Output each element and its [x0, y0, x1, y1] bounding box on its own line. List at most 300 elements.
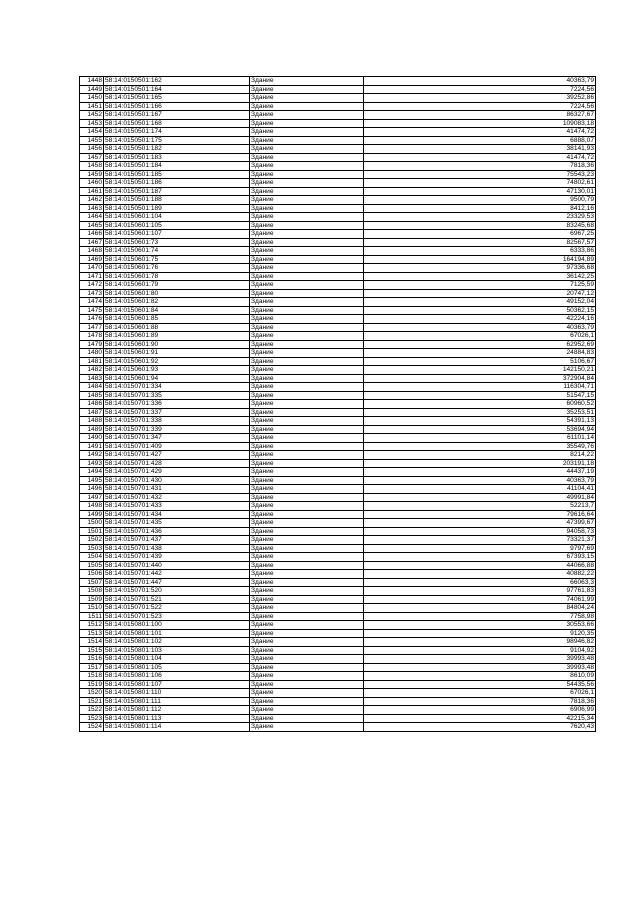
row-number-cell: 1521 — [80, 697, 104, 706]
object-type-cell: Здание — [250, 119, 364, 128]
table-row — [80, 425, 596, 434]
cadastral-number-cell: 58:14:0150701:521 — [104, 595, 250, 604]
row-number-cell: 1494 — [80, 468, 104, 477]
row-number-cell: 1489 — [80, 425, 104, 434]
row-number-cell: 1519 — [80, 680, 104, 689]
cadastral-value-cell: 84804,24 — [364, 604, 596, 613]
object-type-cell: Здание — [250, 281, 364, 290]
row-number-cell: 1508 — [80, 587, 104, 596]
cadastral-value-cell: 97336,68 — [364, 264, 596, 273]
cadastral-value-cell: 7758,98 — [364, 612, 596, 621]
object-type-cell: Здание — [250, 723, 364, 732]
table-row — [80, 213, 596, 222]
object-type-cell: Здание — [250, 468, 364, 477]
object-type-cell: Здание — [250, 357, 364, 366]
cadastral-value-cell: 54435,56 — [364, 680, 596, 689]
row-number-cell: 1451 — [80, 102, 104, 111]
object-type-cell: Здание — [250, 502, 364, 511]
cadastral-number-cell: 58:14:0150501:184 — [104, 162, 250, 171]
cadastral-value-cell: 203191,18 — [364, 459, 596, 468]
object-type-cell: Здание — [250, 179, 364, 188]
table-row — [80, 663, 596, 672]
table-row — [80, 544, 596, 553]
cadastral-value-cell: 74061,99 — [364, 595, 596, 604]
object-type-cell: Здание — [250, 77, 364, 86]
table-row — [80, 136, 596, 145]
row-number-cell: 1497 — [80, 493, 104, 502]
table-row — [80, 289, 596, 298]
table-row — [80, 247, 596, 256]
row-number-cell: 1472 — [80, 281, 104, 290]
cadastral-value-cell: 7224,56 — [364, 102, 596, 111]
cadastral-number-cell: 58:14:0150701:409 — [104, 442, 250, 451]
object-type-cell: Здание — [250, 459, 364, 468]
table-row — [80, 162, 596, 171]
cadastral-value-cell: 164194,89 — [364, 255, 596, 264]
row-number-cell: 1461 — [80, 187, 104, 196]
cadastral-number-cell: 58:14:0150601:91 — [104, 349, 250, 358]
object-type-cell: Здание — [250, 536, 364, 545]
cadastral-number-cell: 58:14:0150701:336 — [104, 400, 250, 409]
table-row — [80, 485, 596, 494]
table-row — [80, 255, 596, 264]
row-number-cell: 1458 — [80, 162, 104, 171]
row-number-cell: 1503 — [80, 544, 104, 553]
object-type-cell: Здание — [250, 264, 364, 273]
object-type-cell: Здание — [250, 578, 364, 587]
cadastral-number-cell: 58:14:0150501:174 — [104, 128, 250, 137]
object-type-cell: Здание — [250, 400, 364, 409]
cadastral-value-cell: 41104,41 — [364, 485, 596, 494]
object-type-cell: Здание — [250, 255, 364, 264]
cadastral-value-cell: 75543,23 — [364, 170, 596, 179]
cadastral-value-cell: 54391,13 — [364, 417, 596, 426]
cadastral-number-cell: 58:14:0150801:106 — [104, 672, 250, 681]
table-row — [80, 459, 596, 468]
cadastral-value-cell: 86327,67 — [364, 111, 596, 120]
cadastral-number-cell: 58:14:0150601:84 — [104, 306, 250, 315]
table-row — [80, 272, 596, 281]
cadastral-number-cell: 58:14:0150701:523 — [104, 612, 250, 621]
object-type-cell: Здание — [250, 238, 364, 247]
cadastral-number-cell: 58:14:0150501:166 — [104, 102, 250, 111]
cadastral-value-cell: 116304,71 — [364, 383, 596, 392]
cadastral-number-cell: 58:14:0150801:101 — [104, 629, 250, 638]
cadastral-number-cell: 58:14:0150701:429 — [104, 468, 250, 477]
cadastral-value-cell: 94058,73 — [364, 527, 596, 536]
cadastral-number-cell: 58:14:0150601:88 — [104, 323, 250, 332]
row-number-cell: 1492 — [80, 451, 104, 460]
row-number-cell: 1452 — [80, 111, 104, 120]
table-row — [80, 451, 596, 460]
cadastral-value-cell: 51547,15 — [364, 391, 596, 400]
cadastral-value-cell: 39993,48 — [364, 655, 596, 664]
cadastral-value-cell: 47399,67 — [364, 519, 596, 528]
cadastral-number-cell: 58:14:0150801:103 — [104, 646, 250, 655]
object-type-cell: Здание — [250, 136, 364, 145]
cadastral-value-cell: 8610,09 — [364, 672, 596, 681]
row-number-cell: 1523 — [80, 714, 104, 723]
row-number-cell: 1480 — [80, 349, 104, 358]
object-type-cell: Здание — [250, 714, 364, 723]
cadastral-value-cell: 82567,57 — [364, 238, 596, 247]
cadastral-value-cell: 30553,66 — [364, 621, 596, 630]
cadastral-value-cell: 109083,18 — [364, 119, 596, 128]
cadastral-value-cell: 8214,22 — [364, 451, 596, 460]
table-row — [80, 646, 596, 655]
object-type-cell: Здание — [250, 553, 364, 562]
registry-table-body — [80, 77, 596, 732]
table-row — [80, 374, 596, 383]
table-row — [80, 391, 596, 400]
table-row — [80, 196, 596, 205]
object-type-cell: Здание — [250, 85, 364, 94]
cadastral-number-cell: 58:14:0150601:79 — [104, 281, 250, 290]
row-number-cell: 1460 — [80, 179, 104, 188]
object-type-cell: Здание — [250, 374, 364, 383]
table-row — [80, 77, 596, 86]
cadastral-value-cell: 50362,15 — [364, 306, 596, 315]
row-number-cell: 1448 — [80, 77, 104, 86]
cadastral-value-cell: 61101,14 — [364, 434, 596, 443]
row-number-cell: 1487 — [80, 408, 104, 417]
table-row — [80, 366, 596, 375]
object-type-cell: Здание — [250, 170, 364, 179]
row-number-cell: 1498 — [80, 502, 104, 511]
table-row — [80, 400, 596, 409]
cadastral-value-cell: 7224,56 — [364, 85, 596, 94]
object-type-cell: Здание — [250, 612, 364, 621]
cadastral-value-cell: 40882,22 — [364, 570, 596, 579]
cadastral-value-cell: 7620,43 — [364, 723, 596, 732]
cadastral-number-cell: 58:14:0150601:82 — [104, 298, 250, 307]
object-type-cell: Здание — [250, 111, 364, 120]
row-number-cell: 1510 — [80, 604, 104, 613]
cadastral-value-cell: 49152,04 — [364, 298, 596, 307]
cadastral-value-cell: 372904,84 — [364, 374, 596, 383]
row-number-cell: 1514 — [80, 638, 104, 647]
cadastral-number-cell: 58:14:0150701:440 — [104, 561, 250, 570]
cadastral-number-cell: 58:14:0150701:338 — [104, 417, 250, 426]
cadastral-value-cell: 83245,68 — [364, 221, 596, 230]
object-type-cell: Здание — [250, 476, 364, 485]
object-type-cell: Здание — [250, 272, 364, 281]
cadastral-number-cell: 58:14:0150601:73 — [104, 238, 250, 247]
table-row — [80, 655, 596, 664]
object-type-cell: Здание — [250, 196, 364, 205]
cadastral-value-cell: 49991,84 — [364, 493, 596, 502]
table-row — [80, 578, 596, 587]
table-row — [80, 349, 596, 358]
row-number-cell: 1488 — [80, 417, 104, 426]
cadastral-number-cell: 58:14:0150801:110 — [104, 689, 250, 698]
row-number-cell: 1476 — [80, 315, 104, 324]
cadastral-value-cell: 35253,51 — [364, 408, 596, 417]
cadastral-value-cell: 5106,67 — [364, 357, 596, 366]
table-row — [80, 230, 596, 239]
cadastral-number-cell: 58:14:0150801:104 — [104, 655, 250, 664]
row-number-cell: 1505 — [80, 561, 104, 570]
object-type-cell: Здание — [250, 621, 364, 630]
table-row — [80, 315, 596, 324]
cadastral-number-cell: 58:14:0150701:436 — [104, 527, 250, 536]
table-row — [80, 221, 596, 230]
cadastral-value-cell: 73321,37 — [364, 536, 596, 545]
object-type-cell: Здание — [250, 247, 364, 256]
cadastral-value-cell: 40363,79 — [364, 77, 596, 86]
cadastral-number-cell: 58:14:0150501:168 — [104, 119, 250, 128]
object-type-cell: Здание — [250, 332, 364, 341]
object-type-cell: Здание — [250, 672, 364, 681]
cadastral-value-cell: 98946,82 — [364, 638, 596, 647]
cadastral-number-cell: 58:14:0150701:430 — [104, 476, 250, 485]
object-type-cell: Здание — [250, 230, 364, 239]
table-row — [80, 723, 596, 732]
cadastral-value-cell: 39252,86 — [364, 94, 596, 103]
table-row — [80, 714, 596, 723]
cadastral-value-cell: 60960,52 — [364, 400, 596, 409]
object-type-cell: Здание — [250, 544, 364, 553]
object-type-cell: Здание — [250, 587, 364, 596]
cadastral-number-cell: 58:14:0150701:347 — [104, 434, 250, 443]
row-number-cell: 1499 — [80, 510, 104, 519]
cadastral-number-cell: 58:14:0150801:107 — [104, 680, 250, 689]
cadastral-number-cell: 58:14:0150501:186 — [104, 179, 250, 188]
table-row — [80, 306, 596, 315]
table-row — [80, 468, 596, 477]
cadastral-value-cell: 74802,61 — [364, 179, 596, 188]
row-number-cell: 1493 — [80, 459, 104, 468]
cadastral-number-cell: 58:14:0150701:337 — [104, 408, 250, 417]
cadastral-number-cell: 58:14:0150801:102 — [104, 638, 250, 647]
cadastral-number-cell: 58:14:0150601:90 — [104, 340, 250, 349]
cadastral-number-cell: 58:14:0150701:431 — [104, 485, 250, 494]
row-number-cell: 1468 — [80, 247, 104, 256]
object-type-cell: Здание — [250, 604, 364, 613]
table-row — [80, 179, 596, 188]
table-row — [80, 102, 596, 111]
cadastral-number-cell: 58:14:0150701:334 — [104, 383, 250, 392]
table-row — [80, 442, 596, 451]
object-type-cell: Здание — [250, 204, 364, 213]
row-number-cell: 1473 — [80, 289, 104, 298]
table-row — [80, 383, 596, 392]
cadastral-value-cell: 42215,34 — [364, 714, 596, 723]
cadastral-number-cell: 58:14:0150801:112 — [104, 706, 250, 715]
table-row — [80, 204, 596, 213]
cadastral-number-cell: 58:14:0150601:80 — [104, 289, 250, 298]
cadastral-value-cell: 44437,19 — [364, 468, 596, 477]
object-type-cell: Здание — [250, 706, 364, 715]
row-number-cell: 1475 — [80, 306, 104, 315]
object-type-cell: Здание — [250, 162, 364, 171]
cadastral-number-cell: 58:14:0150501:167 — [104, 111, 250, 120]
object-type-cell: Здание — [250, 298, 364, 307]
cadastral-number-cell: 58:14:0150701:435 — [104, 519, 250, 528]
cadastral-number-cell: 58:14:0150701:433 — [104, 502, 250, 511]
row-number-cell: 1469 — [80, 255, 104, 264]
cadastral-value-cell: 35549,76 — [364, 442, 596, 451]
row-number-cell: 1463 — [80, 204, 104, 213]
object-type-cell: Здание — [250, 323, 364, 332]
row-number-cell: 1474 — [80, 298, 104, 307]
table-row — [80, 638, 596, 647]
object-type-cell: Здание — [250, 663, 364, 672]
row-number-cell: 1513 — [80, 629, 104, 638]
row-number-cell: 1483 — [80, 374, 104, 383]
cadastral-number-cell: 58:14:0150601:78 — [104, 272, 250, 281]
table-row — [80, 417, 596, 426]
cadastral-value-cell: 6906,99 — [364, 706, 596, 715]
table-row — [80, 119, 596, 128]
row-number-cell: 1454 — [80, 128, 104, 137]
cadastral-number-cell: 58:14:0150501:164 — [104, 85, 250, 94]
object-type-cell: Здание — [250, 646, 364, 655]
row-number-cell: 1462 — [80, 196, 104, 205]
row-number-cell: 1495 — [80, 476, 104, 485]
table-row — [80, 332, 596, 341]
table-row — [80, 170, 596, 179]
object-type-cell: Здание — [250, 153, 364, 162]
table-row — [80, 697, 596, 706]
cadastral-value-cell: 79616,64 — [364, 510, 596, 519]
table-row — [80, 323, 596, 332]
table-row — [80, 357, 596, 366]
row-number-cell: 1502 — [80, 536, 104, 545]
row-number-cell: 1507 — [80, 578, 104, 587]
registry-table — [79, 76, 596, 732]
row-number-cell: 1482 — [80, 366, 104, 375]
table-row — [80, 408, 596, 417]
row-number-cell: 1453 — [80, 119, 104, 128]
object-type-cell: Здание — [250, 451, 364, 460]
cadastral-value-cell: 9104,92 — [364, 646, 596, 655]
cadastral-number-cell: 58:14:0150501:182 — [104, 145, 250, 154]
cadastral-number-cell: 58:14:0150601:92 — [104, 357, 250, 366]
cadastral-value-cell: 7818,36 — [364, 697, 596, 706]
object-type-cell: Здание — [250, 306, 364, 315]
table-row — [80, 476, 596, 485]
table-row — [80, 94, 596, 103]
row-number-cell: 1491 — [80, 442, 104, 451]
table-row — [80, 111, 596, 120]
cadastral-number-cell: 58:14:0150601:93 — [104, 366, 250, 375]
cadastral-number-cell: 58:14:0150801:114 — [104, 723, 250, 732]
table-row — [80, 706, 596, 715]
row-number-cell: 1478 — [80, 332, 104, 341]
object-type-cell: Здание — [250, 340, 364, 349]
table-row — [80, 519, 596, 528]
row-number-cell: 1477 — [80, 323, 104, 332]
object-type-cell: Здание — [250, 510, 364, 519]
cadastral-value-cell: 6967,25 — [364, 230, 596, 239]
object-type-cell: Здание — [250, 349, 364, 358]
table-row — [80, 340, 596, 349]
object-type-cell: Здание — [250, 221, 364, 230]
cadastral-number-cell: 58:14:0150601:74 — [104, 247, 250, 256]
object-type-cell: Здание — [250, 485, 364, 494]
cadastral-value-cell: 142150,21 — [364, 366, 596, 375]
table-row — [80, 553, 596, 562]
cadastral-number-cell: 58:14:0150801:113 — [104, 714, 250, 723]
cadastral-value-cell: 20747,12 — [364, 289, 596, 298]
object-type-cell: Здание — [250, 145, 364, 154]
row-number-cell: 1509 — [80, 595, 104, 604]
row-number-cell: 1471 — [80, 272, 104, 281]
cadastral-value-cell: 41474,72 — [364, 128, 596, 137]
object-type-cell: Здание — [250, 128, 364, 137]
cadastral-number-cell: 58:14:0150501:187 — [104, 187, 250, 196]
row-number-cell: 1466 — [80, 230, 104, 239]
table-row — [80, 672, 596, 681]
row-number-cell: 1467 — [80, 238, 104, 247]
table-row — [80, 604, 596, 613]
cadastral-number-cell: 58:14:0150601:104 — [104, 213, 250, 222]
object-type-cell: Здание — [250, 391, 364, 400]
row-number-cell: 1515 — [80, 646, 104, 655]
cadastral-value-cell: 67026,1 — [364, 689, 596, 698]
object-type-cell: Здание — [250, 561, 364, 570]
cadastral-number-cell: 58:14:0150701:439 — [104, 553, 250, 562]
table-row — [80, 680, 596, 689]
table-row — [80, 264, 596, 273]
cadastral-number-cell: 58:14:0150701:520 — [104, 587, 250, 596]
table-row — [80, 621, 596, 630]
object-type-cell: Здание — [250, 629, 364, 638]
object-type-cell: Здание — [250, 315, 364, 324]
table-row — [80, 281, 596, 290]
cadastral-number-cell: 58:14:0150601:85 — [104, 315, 250, 324]
cadastral-number-cell: 58:14:0150601:76 — [104, 264, 250, 273]
object-type-cell: Здание — [250, 383, 364, 392]
row-number-cell: 1479 — [80, 340, 104, 349]
object-type-cell: Здание — [250, 187, 364, 196]
row-number-cell: 1517 — [80, 663, 104, 672]
object-type-cell: Здание — [250, 689, 364, 698]
object-type-cell: Здание — [250, 595, 364, 604]
row-number-cell: 1449 — [80, 85, 104, 94]
table-row — [80, 145, 596, 154]
object-type-cell: Здание — [250, 697, 364, 706]
row-number-cell: 1481 — [80, 357, 104, 366]
cadastral-number-cell: 58:14:0150701:339 — [104, 425, 250, 434]
cadastral-number-cell: 58:14:0150801:100 — [104, 621, 250, 630]
table-row — [80, 587, 596, 596]
object-type-cell: Здание — [250, 638, 364, 647]
table-row — [80, 502, 596, 511]
table-row — [80, 595, 596, 604]
row-number-cell: 1496 — [80, 485, 104, 494]
row-number-cell: 1486 — [80, 400, 104, 409]
table-row — [80, 128, 596, 137]
cadastral-value-cell: 40363,79 — [364, 476, 596, 485]
object-type-cell: Здание — [250, 570, 364, 579]
cadastral-number-cell: 58:14:0150501:165 — [104, 94, 250, 103]
cadastral-number-cell: 58:14:0150501:185 — [104, 170, 250, 179]
row-number-cell: 1516 — [80, 655, 104, 664]
cadastral-number-cell: 58:14:0150701:432 — [104, 493, 250, 502]
row-number-cell: 1524 — [80, 723, 104, 732]
object-type-cell: Здание — [250, 519, 364, 528]
cadastral-number-cell: 58:14:0150701:335 — [104, 391, 250, 400]
object-type-cell: Здание — [250, 289, 364, 298]
object-type-cell: Здание — [250, 442, 364, 451]
table-row — [80, 510, 596, 519]
row-number-cell: 1512 — [80, 621, 104, 630]
table-row — [80, 689, 596, 698]
cadastral-value-cell: 7125,59 — [364, 281, 596, 290]
cadastral-value-cell: 23329,53 — [364, 213, 596, 222]
